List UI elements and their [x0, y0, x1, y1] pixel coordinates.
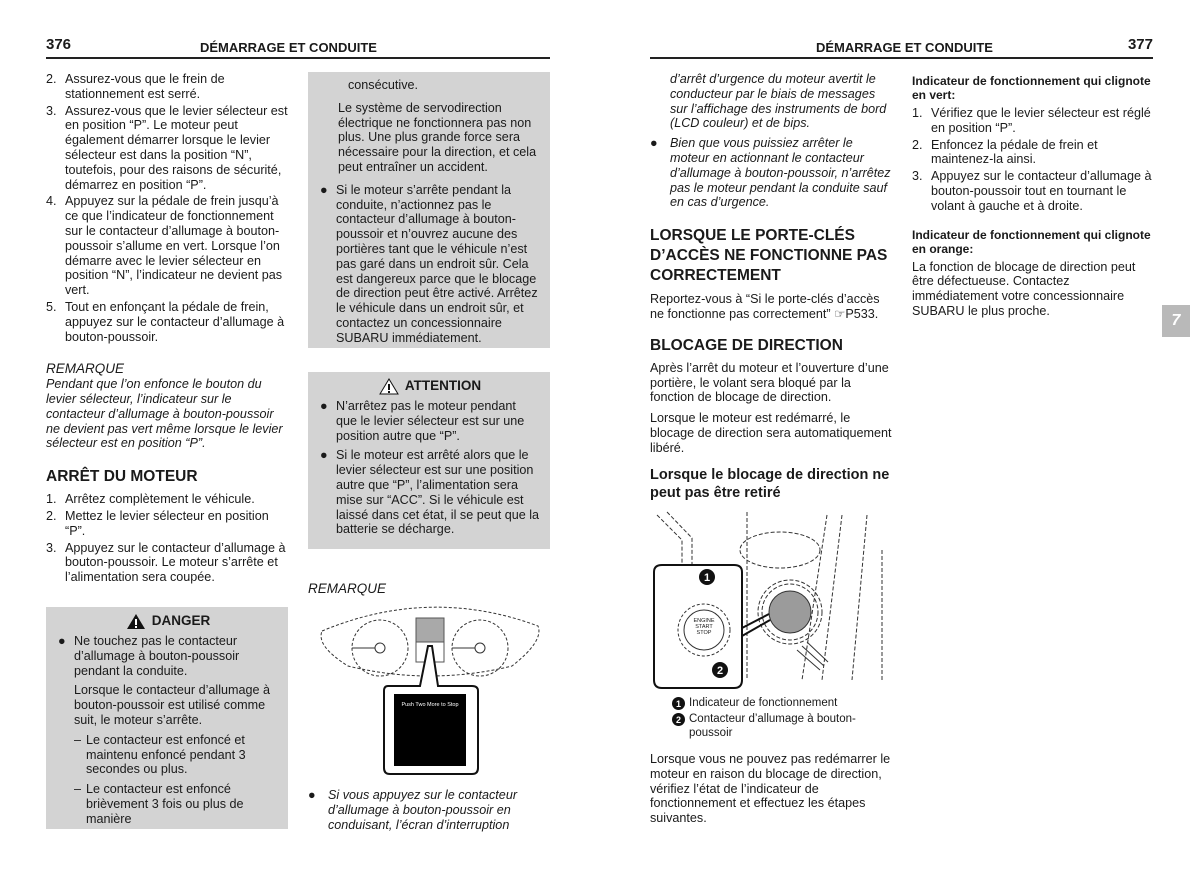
- step-text: Appuyez sur le contacteur d’allumage à bouton-poussoir. Le moteur s’arrête et l’alimentation sera coupée.: [65, 540, 286, 585]
- subsection-heading: Lorsque le blocage de direction ne peut pas être retiré: [650, 466, 890, 501]
- bullet-text: Si le moteur est arrêté alors que le levier sélecteur est sur une position autre que “P”, l’alimentation sera mise sur “ACC”. Si le véhicule est laissé dans cet état, il se peut que la batterie se décharge.: [336, 448, 540, 537]
- caption-text: Indicateur de fonctionnement: [689, 697, 838, 709]
- column-3: [650, 72, 892, 510]
- attention-label: ATTENTION: [404, 378, 482, 394]
- callout-number-icon: 2: [672, 713, 685, 726]
- step-number: 3.: [46, 540, 57, 555]
- section-heading: ARRÊT DU MOTEUR: [46, 468, 198, 486]
- svg-text:1: 1: [703, 572, 711, 584]
- step-number: 5.: [46, 299, 57, 314]
- warning-triangle-icon: [379, 378, 399, 395]
- paragraph: Lorsque vous ne pouvez pas redémarrer le moteur en raison du blocage de direction, vérifiez l’état de l’indicateur de fonctionnement et effectuez les étapes suivantes.: [650, 752, 891, 826]
- running-title: DÉMARRAGE ET CONDUITE: [200, 40, 377, 55]
- step-text: Mettez le levier sélecteur en position “P”.: [65, 508, 269, 538]
- engine-start-stop-label: ENGINE START STOP: [693, 618, 715, 636]
- step-text: Appuyez sur la pédale de frein jusqu’à ce que l’indicateur de fonctionnement sur le contacteur d’allumage à bouton-poussoir s’allume en vert. Lorsque l’on démarre avec le levier sélecteur en position “N”, l’indicateur ne devient pas vert.: [65, 194, 283, 298]
- running-title: DÉMARRAGE ET CONDUITE: [816, 40, 993, 55]
- step-text: Enfoncez la pédale de frein et maintenez-la ainsi.: [931, 137, 1098, 167]
- remark-bullet: [308, 788, 550, 832]
- chapter-tab[interactable]: 7: [1162, 305, 1190, 337]
- column-1: [46, 72, 288, 587]
- bullet-icon: ●: [320, 399, 328, 413]
- caption-text: Contacteur d’allumage à bouton-poussoir: [689, 713, 856, 739]
- bullet-icon: ●: [58, 634, 66, 648]
- continued-text: d’arrêt d’urgence du moteur avertit le conducteur par le biais de messages sur l’affichage des instruments de bord (LCD couleur) et de bips.: [670, 72, 887, 131]
- step-text: Tout en enfonçant la pédale de frein, appuyez sur le contacteur d’allumage à bouton-poussoir.: [65, 299, 285, 344]
- bullet-text: Ne touchez pas le contacteur d’allumage à bouton-poussoir pendant la conduite.: [74, 634, 240, 678]
- column-4: [912, 74, 1152, 319]
- paragraph: La fonction de blocage de direction peut être défectueuse. Contactez immédiatement votre concessionnaire SUBARU le plus proche.: [912, 259, 1136, 318]
- step-text: Arrêtez complètement le véhicule.: [65, 492, 255, 507]
- right-page-header: [650, 38, 1153, 59]
- attention-box: [308, 372, 550, 549]
- attention-title: [320, 378, 540, 395]
- section-heading: BLOCAGE DE DIRECTION: [650, 336, 843, 354]
- step-text: Assurez-vous que le frein de stationnement est serré.: [65, 72, 225, 101]
- danger-title: [58, 613, 278, 630]
- figure-captions: [672, 696, 894, 742]
- svg-text:2: 2: [716, 665, 724, 677]
- subheading-green: Indicateur de fonctionnement qui clignote en vert:: [912, 74, 1151, 102]
- dash-item: Le contacteur est enfoncé et maintenu enfoncé pendant 3 secondes ou plus.: [86, 732, 246, 777]
- danger-label: DANGER: [151, 613, 211, 629]
- danger-box: DANGER ● Ne touchez pas le contacteur d’allumage à bouton-poussoir pendant la conduite. Lorsque le contacteur d’allumage à bouton-poussoir est utilisé comme suit, le moteur s’arrête. – Le contacteur est enfoncé et maintenu enfoncé pendant 3 secondes ou plus. – Le contacteur est enfoncé brièvement 3 fois ou plus de manière: [46, 607, 288, 829]
- continued-text: consécutive.: [348, 78, 419, 92]
- paragraph: Lorsque le moteur est redémarré, le blocage de direction sera automatiquement libéré.: [650, 411, 892, 455]
- step-number: 1.: [46, 492, 57, 507]
- step-text: Assurez-vous que le levier sélecteur est en position “P”. Le moteur peut également démarrer lorsque le levier sélecteur est dans la position “N”, toutefois, pour des raisons de sécurité, démarrez en position “P”.: [65, 103, 288, 192]
- bullet-icon: ●: [308, 788, 316, 802]
- bullet-icon: ●: [320, 448, 328, 463]
- step-number: 2.: [46, 72, 57, 86]
- continued-paragraph: Le système de servodirection électrique ne fonctionnera pas non plus. Une plus grande force sera nécessaire pour la direction, et cela peut entraîner un accident.: [338, 100, 537, 174]
- ignition-switch-illustration: [652, 510, 892, 690]
- warning-triangle-icon: [126, 613, 146, 630]
- remark-title: REMARQUE: [46, 361, 125, 377]
- bullet-text: N’arrêtez pas le moteur pendant que le levier sélecteur est sur une position autre que “P”.: [336, 399, 525, 443]
- page-number: 377: [1127, 36, 1153, 53]
- dash-item: Le contacteur est enfoncé brièvement 3 fois ou plus de manière: [86, 782, 244, 826]
- bullet-icon: ●: [650, 136, 658, 151]
- instrument-cluster-illustration: [312, 596, 548, 776]
- step-number: 3.: [46, 103, 57, 118]
- step-text: Vérifiez que le levier sélecteur est réglé en position “P”.: [931, 106, 1151, 135]
- step-number: 1.: [912, 106, 923, 120]
- step-number: 2.: [912, 137, 923, 152]
- section-heading: LORSQUE LE PORTE-CLÉS D’ACCÈS NE FONCTIONNE PAS CORRECTEMENT: [650, 227, 888, 285]
- bullet-icon: ●: [320, 182, 328, 197]
- bullet-text: Si vous appuyez sur le contacteur d’allumage à bouton-poussoir en conduisant, l’écran d’interruption: [328, 788, 518, 832]
- bullet-text: Si le moteur s’arrête pendant la conduite, n’actionnez pas le contacteur d’allumage à bouton-poussoir et n’ouvrez aucune des portières tant que le véhicule n’est pas garé dans un endroit sûr. Cela est dangereux parce que le blocage de direction peut être activé. Arrêtez le véhicule dans un endroit sûr, et contactez un concessionnaire SUBARU immédiatement.: [336, 182, 538, 345]
- danger-box-continued: [308, 72, 550, 348]
- page-number: 376: [46, 36, 72, 53]
- left-page-header: [46, 38, 550, 59]
- display-message: Push Two More to Stop: [401, 702, 459, 708]
- paragraph: Après l’arrêt du moteur et l’ouverture d’une portière, le volant sera bloqué par la fonction de blocage de direction.: [650, 360, 889, 405]
- step-number: 4.: [46, 194, 57, 209]
- subheading-orange: Indicateur de fonctionnement qui clignote en orange:: [912, 227, 1151, 256]
- callout-number-icon: 1: [672, 697, 685, 710]
- remark-title: REMARQUE: [308, 581, 387, 596]
- step-number: 3.: [912, 169, 923, 184]
- remark-text: Pendant que l’on enfonce le bouton du levier sélecteur, l’indicateur sur le contacteur d’allumage à bouton-poussoir ne devient pas vert même lorsque le levier sélecteur est en position “P”.: [46, 377, 283, 451]
- danger-paragraph: Lorsque le contacteur d’allumage à bouton-poussoir est utilisé comme suit, le moteur s’arrête.: [74, 683, 271, 727]
- bullet-text: Bien que vous puissiez arrêter le moteur en actionnant le contacteur d’allumage à bouton-poussoir, n’arrêtez pas le moteur pendant la conduite sauf en cas d’urgence.: [670, 136, 891, 210]
- step-number: 2.: [46, 508, 57, 523]
- paragraph: Reportez-vous à “Si le porte-clés d’accès ne fonctionne pas correctement” ☞P533.: [650, 292, 880, 321]
- step-text: Appuyez sur le contacteur d’allumage à bouton-poussoir tout en tournant le volant à gauche et à droite.: [931, 169, 1152, 213]
